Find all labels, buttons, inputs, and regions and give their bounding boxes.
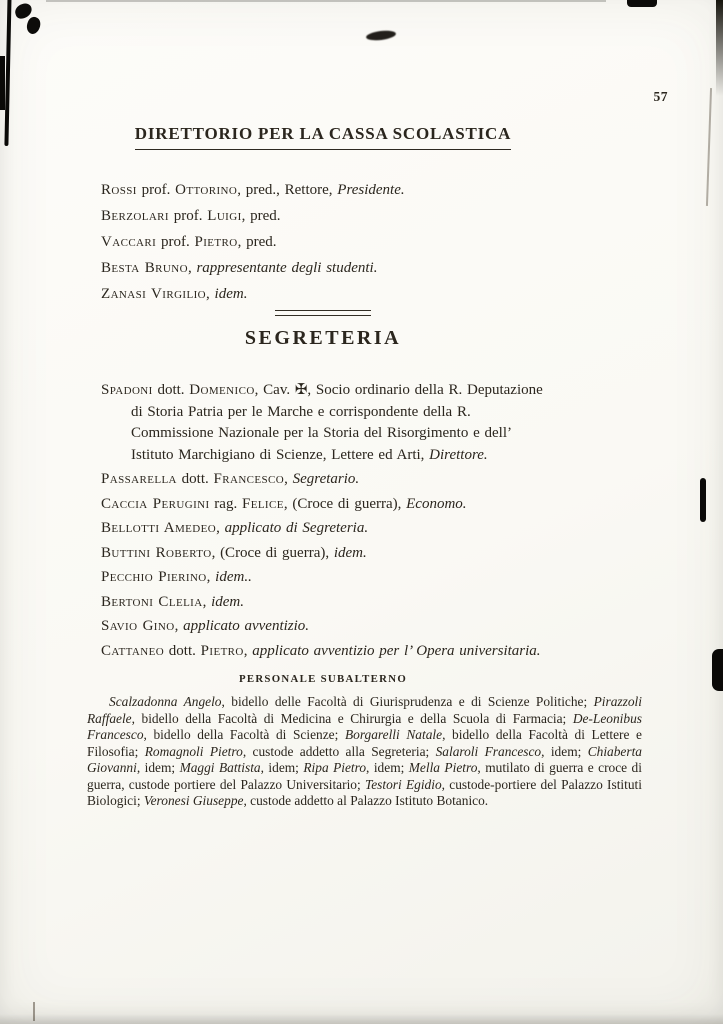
italic-text: applicato avventizio. bbox=[183, 618, 310, 634]
italic-text: Borgarelli Natale bbox=[344, 727, 443, 742]
person-name: Ottorino bbox=[175, 182, 238, 198]
directory-entry bbox=[101, 518, 545, 540]
plain-text: , bbox=[174, 618, 184, 634]
plain-text: , (Croce di guerra), bbox=[211, 544, 334, 561]
directory-entry bbox=[101, 567, 545, 589]
italic-text: Direttore. bbox=[429, 446, 488, 463]
plain-text: , custode addetto al Palazzo Istituto Botanico. bbox=[243, 793, 489, 808]
plain-text: , pred. bbox=[241, 208, 281, 224]
plain-text: , pred., Rettore, bbox=[237, 182, 338, 198]
plain-text: , idem; bbox=[541, 743, 588, 759]
italic-text: Ripa Pietro bbox=[303, 760, 367, 775]
plain-text: , bidello della Facoltà di Scienze; bbox=[143, 727, 345, 742]
scan-mark-right-edge-tick bbox=[700, 478, 706, 522]
italic-text: Economo. bbox=[406, 495, 467, 512]
italic-text: applicato avventizio per l’ Opera universitaria. bbox=[252, 642, 541, 659]
person-name: Rossi bbox=[101, 182, 137, 198]
scan-mark-top-right-strip bbox=[627, 0, 657, 7]
plain-text: , bidello della Facoltà di Medicina e Chirurgia e della Scuola di Farmacia; bbox=[131, 710, 573, 726]
scan-mark-bottom-shadow bbox=[0, 1014, 723, 1024]
italic-text: idem. bbox=[211, 593, 245, 610]
segreteria-list bbox=[101, 380, 545, 662]
scan-mark-left-edge-line bbox=[4, 0, 11, 146]
page-content bbox=[87, 0, 642, 810]
person-name: Felice bbox=[241, 495, 284, 512]
directory-entry bbox=[101, 180, 545, 200]
directory-entry bbox=[101, 380, 545, 466]
plain-text: prof. bbox=[136, 182, 176, 198]
plain-text: , bbox=[206, 569, 216, 585]
direttorio-title: DIRETTORIO PER LA CASSA SCOLASTICA bbox=[135, 124, 511, 150]
plain-text: , idem; bbox=[260, 760, 304, 775]
plain-text: , idem; bbox=[136, 760, 180, 775]
italic-text: Presidente. bbox=[337, 182, 405, 198]
scan-mark-right-edge-blob bbox=[712, 649, 723, 691]
person-name: Bertoni Clelia bbox=[101, 593, 203, 610]
plain-text: , bidello delle Facoltà di Giurisprudenza e di Scienze Politiche; bbox=[221, 694, 594, 709]
scan-mark-top-right-edge bbox=[716, 0, 723, 96]
plain-text: dott. bbox=[152, 382, 190, 398]
direttorio-list bbox=[101, 180, 545, 304]
directory-entry bbox=[101, 258, 545, 278]
plain-text: rag. bbox=[209, 495, 242, 512]
plain-text: , pred. bbox=[237, 234, 277, 250]
directory-entry bbox=[101, 616, 545, 638]
person-name: Zanasi Virgilio bbox=[101, 286, 207, 302]
plain-text: , Cav. ✠, Socio ordinario della R. Deputazione di Storia Patria per le Marche e corrispondente della R. Commissione Nazionale per la Storia del Risorgimento e dell’ Istituto Marchigiano di Scienze, Lettere ed Arti, bbox=[131, 382, 543, 463]
italic-text: Scalzadonna Angelo bbox=[109, 694, 222, 709]
directory-entry bbox=[101, 543, 545, 565]
plain-text: , idem; bbox=[366, 760, 409, 775]
plain-text: , bbox=[202, 593, 212, 610]
italic-text: De-Leonibus Francesco bbox=[87, 710, 642, 742]
italic-text: idem. bbox=[333, 544, 367, 561]
plain-text: , bbox=[216, 520, 225, 536]
personale-subalterno-title: PERSONALE SUBALTERNO bbox=[238, 673, 408, 685]
directory-entry bbox=[101, 592, 545, 614]
person-name: Buttini Roberto bbox=[101, 544, 212, 561]
person-name: Berzolari bbox=[101, 208, 169, 224]
italic-text: Chiaberta Giovanni bbox=[87, 743, 642, 775]
plain-text: , custode-portiere del Palazzo Istituti Biologici; bbox=[87, 776, 642, 808]
directory-entry bbox=[101, 469, 545, 491]
italic-text: Pirazzoli Raffaele bbox=[87, 694, 642, 726]
italic-text: Testori Egidio bbox=[364, 776, 442, 792]
person-name: Passarella bbox=[101, 471, 177, 487]
person-name: Bellotti Amedeo bbox=[101, 520, 217, 536]
plain-text: , bbox=[206, 286, 215, 302]
scan-mark-left-edge-blot bbox=[0, 56, 5, 110]
plain-text: prof. bbox=[169, 208, 208, 224]
plain-text: , bbox=[187, 260, 197, 276]
italic-text: idem. bbox=[214, 286, 248, 302]
scan-mark-right-streak bbox=[706, 88, 712, 206]
person-name: Pietro bbox=[194, 234, 238, 250]
italic-text: rappresentante degli studenti. bbox=[196, 260, 378, 276]
directory-entry bbox=[101, 232, 545, 252]
person-name: Pietro bbox=[200, 642, 244, 659]
personale-subalterno-paragraph bbox=[87, 694, 642, 810]
direttorio-title-row bbox=[101, 124, 545, 150]
plain-text: , bbox=[243, 642, 253, 659]
plain-text: prof. bbox=[156, 234, 195, 250]
plain-text: dott. bbox=[176, 471, 214, 487]
person-name: Domenico bbox=[189, 382, 255, 398]
person-name: Pecchio Pierino bbox=[101, 569, 207, 585]
directory-entry bbox=[101, 494, 545, 516]
directory-entry bbox=[101, 206, 545, 226]
person-name: Cattaneo bbox=[101, 642, 165, 659]
directory-entry bbox=[101, 284, 545, 304]
plain-text: dott. bbox=[164, 642, 201, 659]
italic-text: idem.. bbox=[215, 569, 252, 585]
plain-text: , mutilato di guerra e croce di guerra, custode portiere del Palazzo Universitario; bbox=[87, 760, 642, 792]
segreteria-title: SEGRETERIA bbox=[244, 327, 402, 349]
italic-text: Segretario. bbox=[292, 471, 360, 487]
plain-text: , (Croce di guerra), bbox=[283, 495, 407, 512]
person-name: Vaccari bbox=[101, 234, 157, 250]
directory-entry bbox=[101, 641, 545, 663]
plain-text: , bidello della Facoltà di Lettere e Filosofia; bbox=[87, 727, 642, 759]
italic-text: Veronesi Giuseppe bbox=[143, 793, 244, 808]
italic-text: applicato di Segreteria. bbox=[224, 520, 369, 536]
person-name: Savio Gino bbox=[101, 618, 175, 634]
plain-text: , custode addetto alla Segreteria; bbox=[242, 743, 436, 759]
italic-text: Mella Pietro bbox=[408, 760, 478, 775]
plain-text: , bbox=[284, 471, 293, 487]
page-number: 57 bbox=[653, 89, 668, 104]
scan-mark-top-left-blob-2 bbox=[24, 15, 42, 36]
person-name: Francesco bbox=[213, 471, 285, 487]
italic-text: Salaroli Francesco bbox=[435, 743, 542, 759]
person-name: Luigi bbox=[207, 208, 242, 224]
section-divider bbox=[275, 310, 371, 316]
person-name: Caccia Perugini bbox=[101, 495, 210, 512]
italic-text: Romagnoli Pietro bbox=[144, 743, 243, 759]
person-name: Besta Bruno bbox=[101, 260, 188, 276]
italic-text: Maggi Battista bbox=[179, 760, 261, 775]
person-name: Spadoni bbox=[101, 382, 153, 398]
